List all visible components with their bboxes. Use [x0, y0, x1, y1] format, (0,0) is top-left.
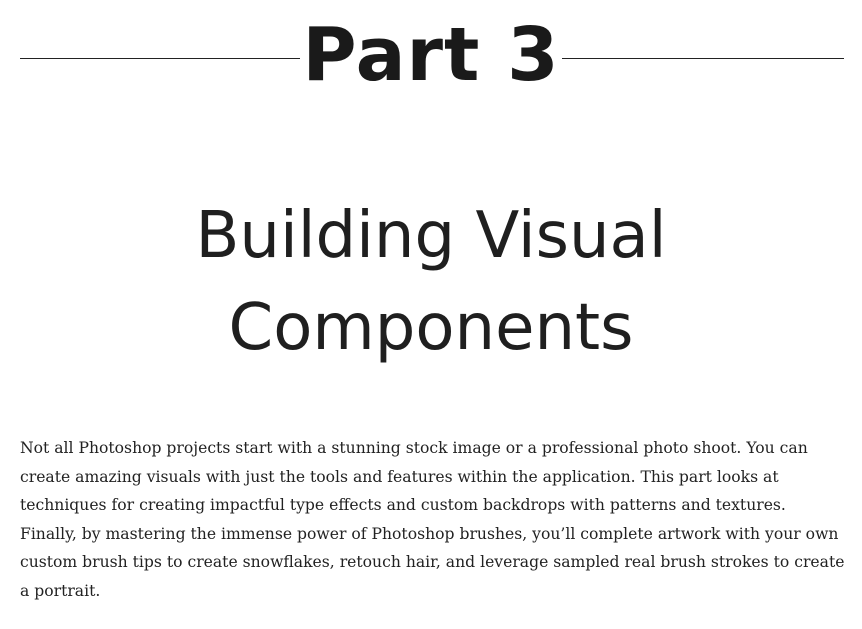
section-title-line-1: Building Visual: [195, 199, 667, 273]
section-title-line-2: Components: [228, 291, 634, 365]
part-header: [0, 0, 862, 118]
header-rule-right: [560, 58, 844, 59]
header-rule-left: [20, 58, 304, 59]
intro-paragraph: Not all Photoshop projects start with a stunning stock image or a professional photo shoot. You can create amazing visuals with just the tools and features within the application. This part looks at techniques for creating impactful type effects and custom backdrops with patterns and textures. Finally, by mastering the immense power of Photoshop brushes, you’ll complete artwork with your own custom brush tips to create snowflakes, retouch hair, and leverage sampled real brush strokes to create a portrait.: [20, 439, 845, 600]
section-title: [0, 190, 862, 374]
part-title: Part 3: [300, 5, 562, 105]
